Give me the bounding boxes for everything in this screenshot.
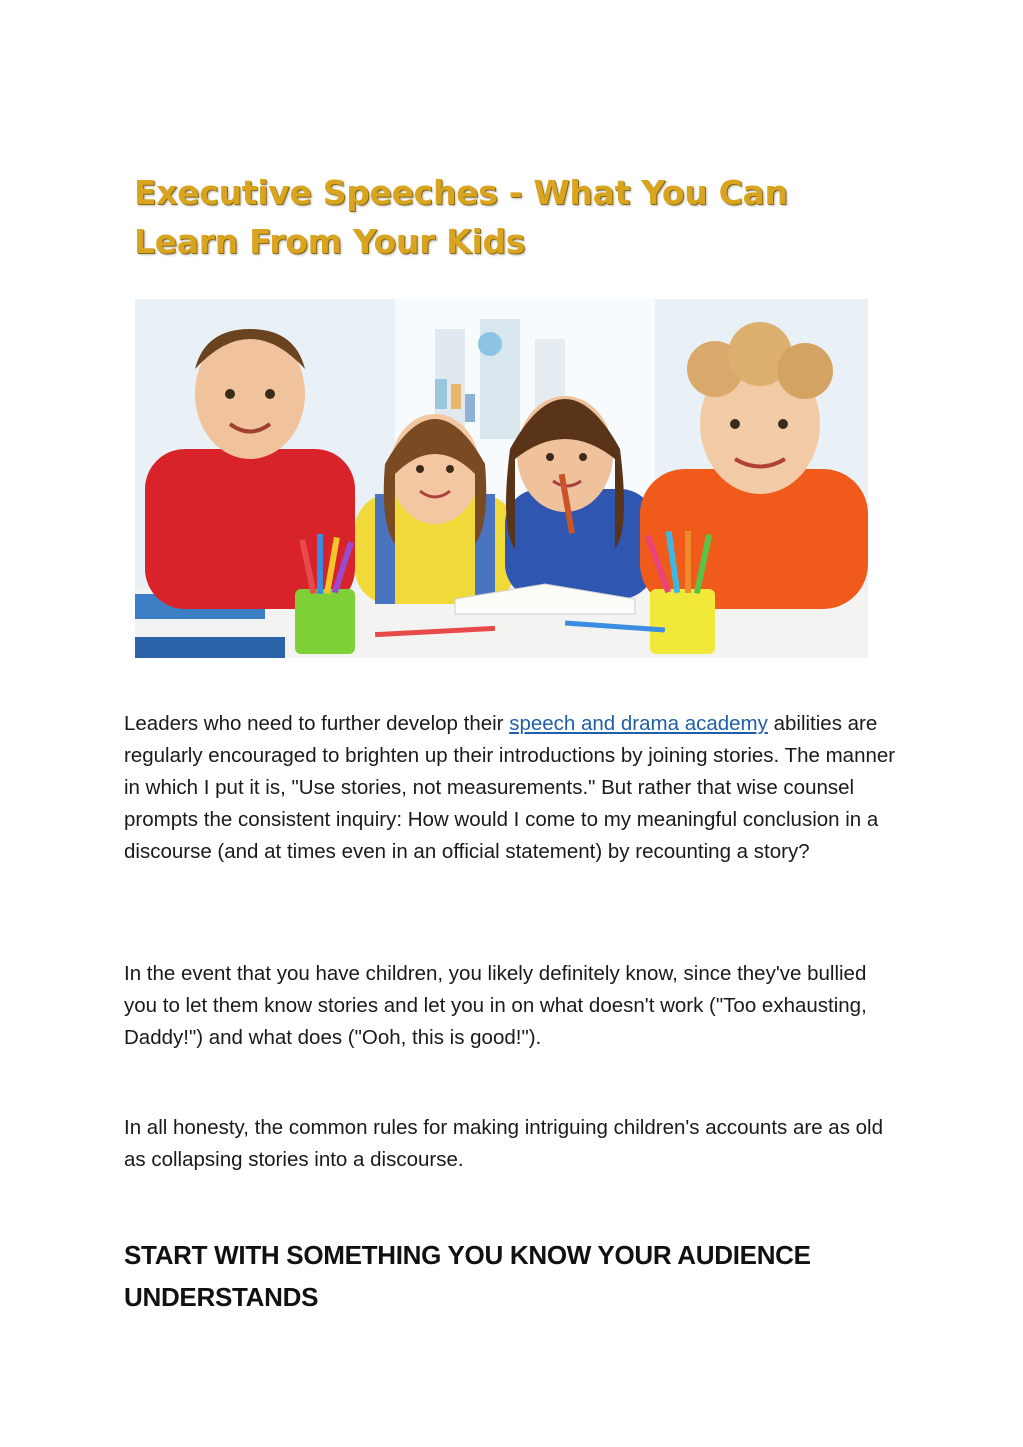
children-classroom-photo	[135, 299, 868, 658]
section-heading: START WITH SOMETHING YOU KNOW YOUR AUDIENCE UNDERSTANDS	[124, 1240, 811, 1312]
rules-paragraph: In all honesty, the common rules for making intriguing children's accounts are as old as collapsing stories into a discourse.	[124, 1116, 884, 1171]
intro-text-after-link: abilities are regularly encouraged to brighten up their introductions by joining stories. The manner in which I put it is, "Use stories, not measurements." But rather that wise counsel prompts the consistent inquiry: How would I come to my meaningful conclusion in a discourse (and at times even in an official statement) by recounting a story?	[124, 712, 896, 863]
intro-paragraph	[124, 708, 904, 868]
speech-drama-academy-link[interactable]: speech and drama academy	[509, 712, 768, 735]
intro-text-before-link: Leaders who need to further develop their	[124, 712, 510, 735]
children-paragraph: In the event that you have children, you likely definitely know, since they've bullied you to let them know stories and let you in on what doesn't work ("Too exhausting, Daddy!") and what does ("Ooh, this is good!").	[124, 962, 867, 1049]
photo-illustration	[135, 299, 868, 658]
page-title: Executive Speeches - What You Can Learn From Your Kids	[134, 173, 788, 261]
